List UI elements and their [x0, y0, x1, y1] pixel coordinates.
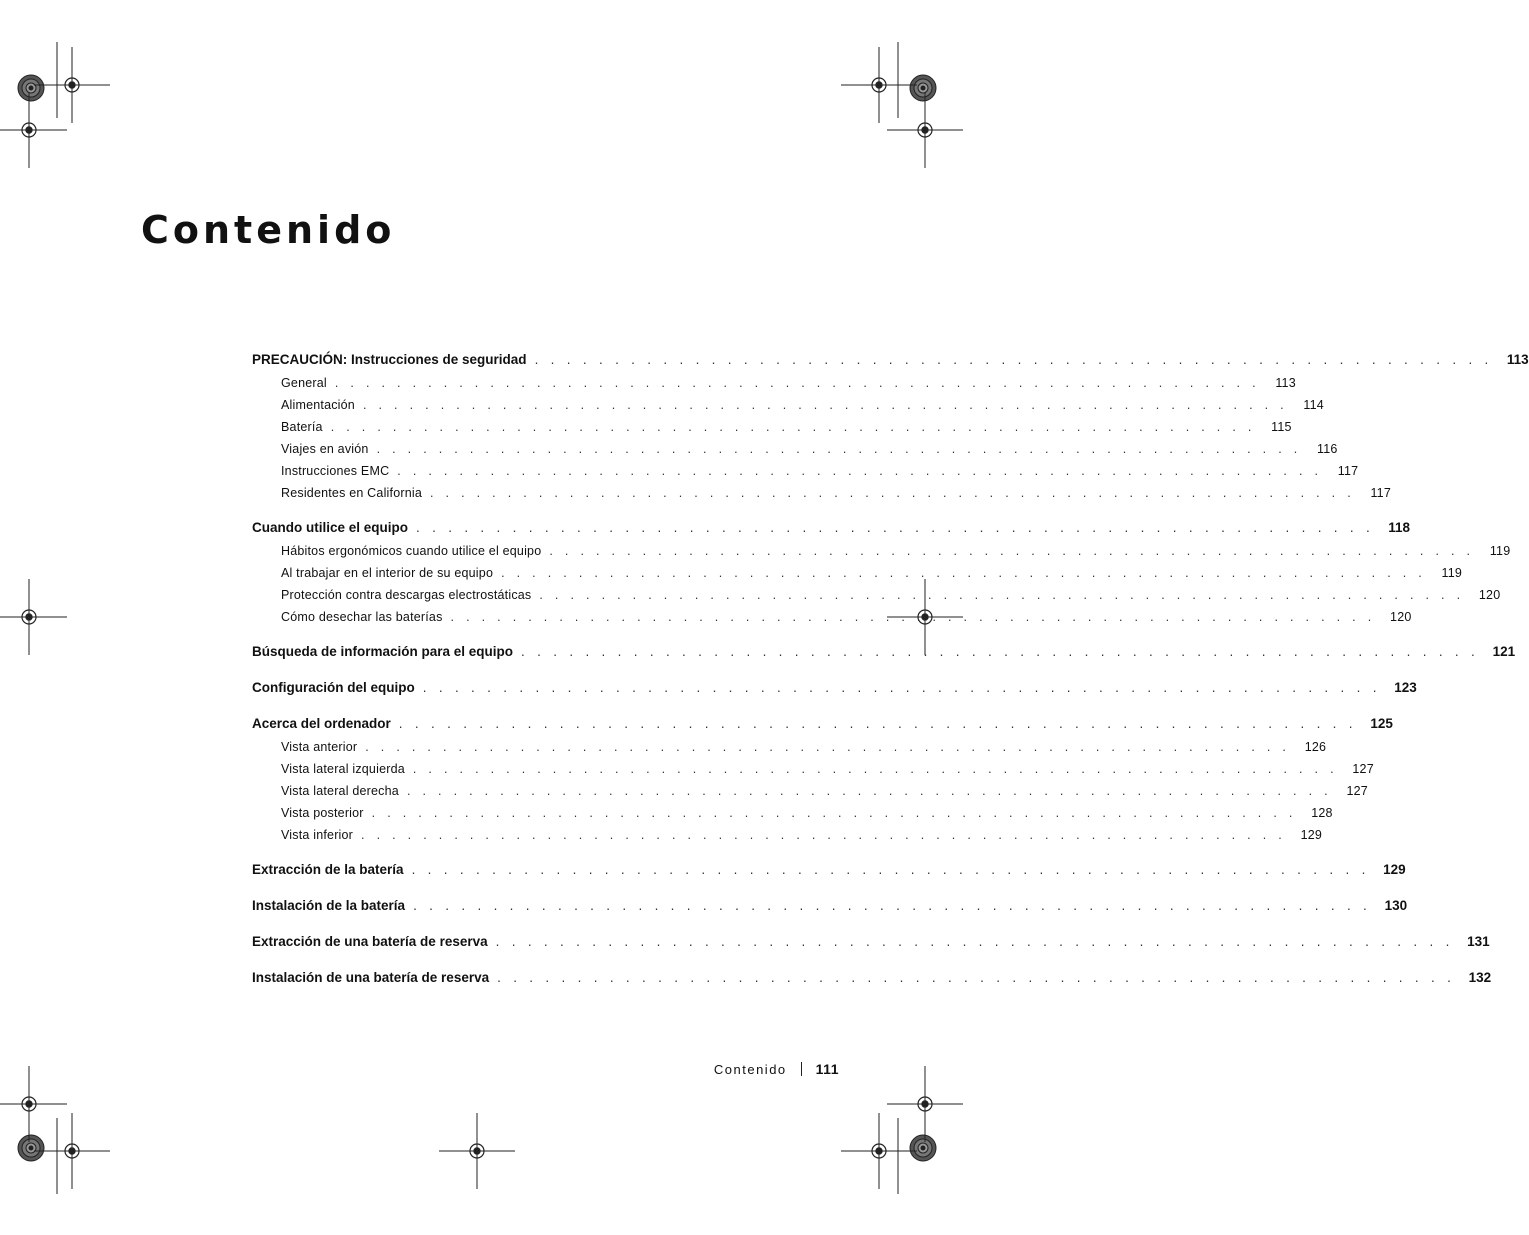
toc-leader-dots: . . . . . . . . . . . . . . . . . . . . . . . . . . . . . . . . . . . . . . . . . . . . . . . . . . . . . . . . . . . .	[521, 644, 1480, 659]
toc-entry-label: Instrucciones EMC	[281, 464, 390, 478]
toc-entry-label: Vista posterior	[281, 806, 364, 820]
toc-leader-dots: . . . . . . . . . . . . . . . . . . . . . . . . . . . . . . . . . . . . . . . . . . . . . . . . . . . . . . . . . . . .	[450, 610, 1376, 624]
toc-page-number: 116	[1317, 442, 1338, 456]
toc-entry-label: Acerca del ordenador	[252, 716, 391, 731]
toc-entry-label: Cómo desechar las baterías	[281, 610, 443, 624]
toc-entry[interactable]	[252, 862, 1406, 886]
toc-entry-label: Vista inferior	[281, 828, 354, 842]
toc-leader-dots: . . . . . . . . . . . . . . . . . . . . . . . . . . . . . . . . . . . . . . . . . . . . . . . . . . . . . . . . . . . .	[501, 566, 1427, 580]
toc-entry-label: Al trabajar en el interior de su equipo	[281, 566, 494, 580]
toc-page-number: 120	[1390, 610, 1412, 624]
toc-leader-dots: . . . . . . . . . . . . . . . . . . . . . . . . . . . . . . . . . . . . . . . . . . . . . . . . . . . . . . . . . . . .	[398, 716, 1357, 731]
toc-leader-dots: . . . . . . . . . . . . . . . . . . . . . . . . . . . . . . . . . . . . . . . . . . . . . . . . . . . . . . . . . . . .	[430, 486, 1355, 500]
toc-entry[interactable]	[252, 352, 1529, 376]
toc-leader-dots: . . . . . . . . . . . . . . . . . . . . . . . . . . . . . . . . . . . . . . . . . . . . . . . . . . . . . . . . . . . .	[416, 520, 1375, 535]
toc-leader-dots: . . . . . . . . . . . . . . . . . . . . . . . . . . . . . . . . . . . . . . . . . . . . . . . . . . . . . . . . . . . .	[422, 680, 1381, 695]
toc-entry[interactable]	[252, 970, 1492, 994]
toc-page-number: 126	[1304, 740, 1327, 754]
toc-subentry[interactable]	[252, 762, 1374, 784]
toc-entry-label: Protección contra descargas electrostáticas	[281, 588, 532, 602]
toc-entry[interactable]	[252, 716, 1393, 740]
footer-page-number: 111	[815, 1061, 839, 1077]
toc-page-number: 119	[1489, 544, 1511, 558]
table-of-contents	[252, 352, 1529, 994]
toc-subentry[interactable]	[252, 740, 1327, 762]
toc-page-number: 123	[1394, 680, 1417, 695]
toc-page-number: 127	[1352, 762, 1374, 776]
page-footer	[714, 1061, 839, 1077]
toc-entry-label: Alimentación	[281, 398, 355, 412]
toc-entry-label: Residentes en California	[281, 486, 422, 500]
toc-subentry[interactable]	[252, 442, 1338, 464]
toc-page-number: 113	[1506, 352, 1529, 367]
toc-entry-label: Cuando utilice el equipo	[252, 520, 409, 535]
toc-leader-dots: . . . . . . . . . . . . . . . . . . . . . . . . . . . . . . . . . . . . . . . . . . . . . . . . . . . . . . . . . . . .	[330, 420, 1256, 434]
toc-leader-dots: . . . . . . . . . . . . . . . . . . . . . . . . . . . . . . . . . . . . . . . . . . . . . . . . . . . . . . . . . . . .	[534, 352, 1493, 367]
toc-leader-dots: . . . . . . . . . . . . . . . . . . . . . . . . . . . . . . . . . . . . . . . . . . . . . . . . . . . . . . . . . . . .	[365, 740, 1291, 754]
toc-entry-label: PRECAUCIÓN: Instrucciones de seguridad	[252, 352, 527, 367]
toc-subentry[interactable]	[252, 376, 1296, 398]
toc-subentry[interactable]	[252, 588, 1501, 610]
toc-subentry[interactable]	[252, 806, 1333, 828]
toc-leader-dots: . . . . . . . . . . . . . . . . . . . . . . . . . . . . . . . . . . . . . . . . . . . . . . . . . . . . . . . . . . . .	[334, 376, 1260, 390]
toc-page-number: 129	[1300, 828, 1323, 842]
toc-entry-label: Hábitos ergonómicos cuando utilice el equipo	[281, 544, 542, 558]
toc-page-number: 121	[1492, 644, 1516, 659]
toc-entry-label: Extracción de una batería de reserva	[252, 934, 488, 949]
toc-subentry[interactable]	[252, 784, 1368, 806]
toc-entry-label: Instalación de la batería	[252, 898, 406, 913]
toc-page-number: 125	[1370, 716, 1393, 731]
toc-leader-dots: . . . . . . . . . . . . . . . . . . . . . . . . . . . . . . . . . . . . . . . . . . . . . . . . . . . . . . . . . . . .	[411, 862, 1370, 877]
toc-leader-dots: . . . . . . . . . . . . . . . . . . . . . . . . . . . . . . . . . . . . . . . . . . . . . . . . . . . . . . . . . . . .	[549, 544, 1475, 558]
toc-entry-label: General	[281, 376, 327, 390]
toc-page-number: 120	[1478, 588, 1501, 602]
toc-entry-label: Batería	[281, 420, 323, 434]
toc-subentry[interactable]	[252, 544, 1511, 566]
toc-entry-label: Vista lateral izquierda	[281, 762, 405, 776]
toc-leader-dots: . . . . . . . . . . . . . . . . . . . . . . . . . . . . . . . . . . . . . . . . . . . . . . . . . . . . . . . . . . . .	[376, 442, 1302, 456]
toc-entry[interactable]	[252, 934, 1490, 958]
toc-entry-label: Búsqueda de información para el equipo	[252, 644, 514, 659]
toc-page-number: 117	[1370, 486, 1391, 500]
toc-page-number: 127	[1346, 784, 1368, 798]
toc-page-number: 131	[1467, 934, 1490, 949]
toc-page-number: 118	[1388, 520, 1411, 535]
toc-leader-dots: . . . . . . . . . . . . . . . . . . . . . . . . . . . . . . . . . . . . . . . . . . . . . . . . . . . . . . . . . . . .	[412, 762, 1338, 776]
toc-leader-dots: . . . . . . . . . . . . . . . . . . . . . . . . . . . . . . . . . . . . . . . . . . . . . . . . . . . . . . . . . . . .	[495, 934, 1454, 949]
toc-page-number: 129	[1383, 862, 1406, 877]
toc-subentry[interactable]	[252, 486, 1391, 508]
toc-entry[interactable]	[252, 520, 1411, 544]
toc-page-number: 119	[1441, 566, 1463, 580]
toc-subentry[interactable]	[252, 566, 1463, 588]
toc-page-number: 114	[1303, 398, 1324, 412]
toc-leader-dots: . . . . . . . . . . . . . . . . . . . . . . . . . . . . . . . . . . . . . . . . . . . . . . . . . . . . . . . . . . . .	[371, 806, 1297, 820]
toc-page-number: 117	[1337, 464, 1359, 478]
toc-subentry[interactable]	[252, 464, 1359, 486]
toc-leader-dots: . . . . . . . . . . . . . . . . . . . . . . . . . . . . . . . . . . . . . . . . . . . . . . . . . . . . . . . . . . . .	[413, 898, 1372, 913]
toc-subentry[interactable]	[252, 398, 1324, 420]
toc-leader-dots: . . . . . . . . . . . . . . . . . . . . . . . . . . . . . . . . . . . . . . . . . . . . . . . . . . . . . . . . . . . .	[539, 588, 1465, 602]
toc-subentry[interactable]	[252, 610, 1412, 632]
toc-subentry[interactable]	[252, 828, 1323, 850]
toc-entry-label: Vista lateral derecha	[281, 784, 399, 798]
page-title: Contenido	[141, 208, 396, 252]
toc-entry-label: Configuración del equipo	[252, 680, 415, 695]
toc-leader-dots: . . . . . . . . . . . . . . . . . . . . . . . . . . . . . . . . . . . . . . . . . . . . . . . . . . . . . . . . . . . .	[397, 464, 1323, 478]
toc-entry-label: Extracción de la batería	[252, 862, 404, 877]
toc-entry[interactable]	[252, 680, 1417, 704]
toc-leader-dots: . . . . . . . . . . . . . . . . . . . . . . . . . . . . . . . . . . . . . . . . . . . . . . . . . . . . . . . . . . . .	[362, 398, 1288, 412]
toc-leader-dots: . . . . . . . . . . . . . . . . . . . . . . . . . . . . . . . . . . . . . . . . . . . . . . . . . . . . . . . . . . . .	[497, 970, 1456, 985]
toc-entry[interactable]	[252, 644, 1516, 668]
toc-entry-label: Viajes en avión	[281, 442, 369, 456]
toc-leader-dots: . . . . . . . . . . . . . . . . . . . . . . . . . . . . . . . . . . . . . . . . . . . . . . . . . . . . . . . . . . . .	[361, 828, 1287, 842]
toc-subentry[interactable]	[252, 420, 1292, 442]
footer-separator	[801, 1062, 802, 1076]
toc-page-number: 130	[1384, 898, 1408, 913]
toc-page-number: 115	[1271, 420, 1292, 434]
toc-entry-label: Instalación de una batería de reserva	[252, 970, 490, 985]
toc-page-number: 132	[1468, 970, 1492, 985]
toc-leader-dots: . . . . . . . . . . . . . . . . . . . . . . . . . . . . . . . . . . . . . . . . . . . . . . . . . . . . . . . . . . . .	[406, 784, 1332, 798]
toc-page-number: 128	[1311, 806, 1333, 820]
footer-section-name: Contenido	[713, 1061, 787, 1077]
toc-entry-label: Vista anterior	[281, 740, 358, 754]
toc-entry[interactable]	[252, 898, 1408, 922]
toc-page-number: 113	[1275, 376, 1296, 390]
